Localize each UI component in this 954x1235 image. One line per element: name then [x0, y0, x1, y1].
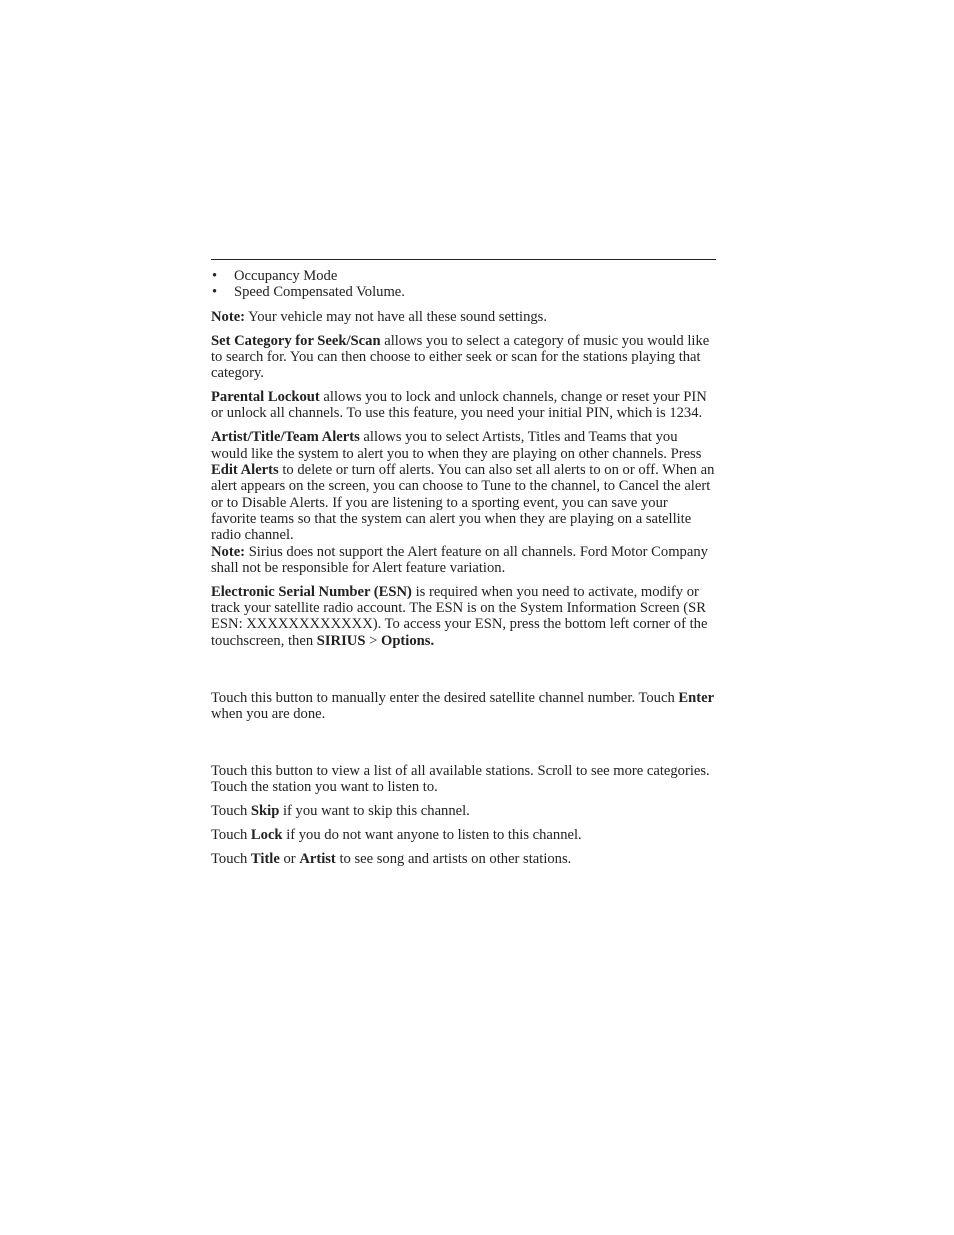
bullet-icon: • [212, 284, 218, 301]
paragraph-skip: Touch Skip if you want to skip this channel. [211, 803, 470, 820]
paragraph-browse: Touch this button to view a list of all available stations. Scroll to see more categories. Touch the station you want to listen to. [211, 762, 710, 796]
paragraph-alerts: Artist/Title/Team Alerts allows you to select Artists, Titles and Teams that you would like the system to alert you to when they are playing on other channels. Press Edit Alerts to delete or turn off alerts. You can also set all alerts to on or off. When an alert appears on the screen, you can choose to Tune to the channel, to Cancel the alert or to Disable Alerts. If you are listening to a sporting event, you can save your favorite teams so that the system can alert you when they are playing on a satellite radio channel. [211, 429, 715, 544]
section-gap [211, 657, 716, 690]
paragraph-parental-lockout: Parental Lockout allows you to lock and unlock channels, change or reset your PIN or unlock all channels. To use this feature, you need your initial PIN, which is 1234. [211, 389, 707, 422]
header-rule [211, 259, 716, 260]
sound-settings-list [211, 268, 716, 301]
paragraph-esn: Electronic Serial Number (ESN) is required when you need to activate, modify or track your satellite radio account. The ESN is on the System Information Screen (SR ESN: XXXXXXXXXXXX). To access your ESN, press the bottom left corner of the touchscreen, then SIRIUS > Options. [211, 583, 708, 649]
paragraph-seek-scan: Set Category for Seek/Scan allows you to select a category of music you would like to search for. You can then choose to either seek or scan for the stations playing that category. [211, 332, 710, 382]
paragraph-title-artist: Touch Title or Artist to see song and artists on other stations. [211, 851, 572, 868]
note-alerts: Note: Sirius does not support the Alert feature on all channels. Ford Motor Company shall not be responsible for Alert feature variation. [211, 543, 708, 576]
list-item: • Occupancy Mode [212, 268, 338, 284]
paragraph-lock: Touch Lock if you do not want anyone to listen to this channel. [211, 827, 582, 844]
note-sound-settings: Note: Your vehicle may not have all these sound settings. [211, 308, 548, 325]
bullet-icon: • [212, 268, 218, 284]
list-item: • Speed Compensated Volume. [212, 284, 405, 301]
section-gap [211, 730, 716, 763]
manual-page-content [211, 268, 716, 875]
paragraph-direct-tune: Touch this button to manually enter the desired satellite channel number. Touch Enter when you are done. [211, 689, 715, 722]
